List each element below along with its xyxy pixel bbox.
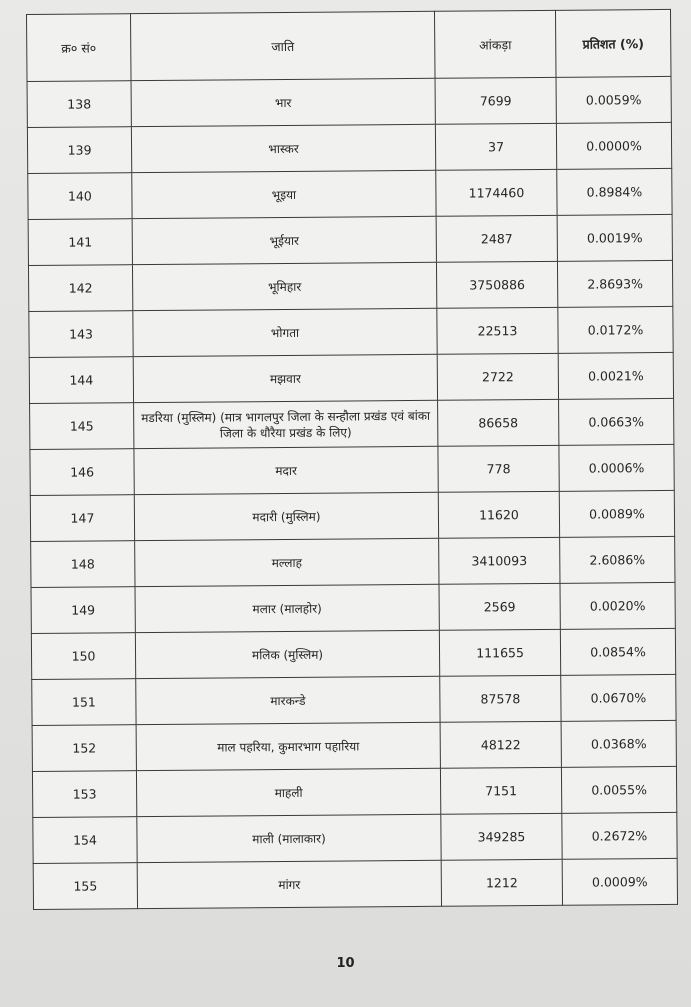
cell-percent: 2.6086% [560, 536, 675, 583]
caste-table-container [26, 9, 677, 912]
cell-caste: मल्लाह [135, 538, 439, 586]
cell-percent: 2.8693% [557, 260, 672, 307]
cell-serial: 153 [32, 771, 136, 818]
cell-count: 349285 [441, 813, 562, 860]
table-row [29, 306, 673, 357]
cell-caste: भूमिहार [132, 262, 436, 310]
cell-serial: 149 [31, 587, 135, 634]
cell-count: 1212 [441, 859, 562, 906]
cell-percent: 0.0663% [559, 398, 674, 445]
cell-count: 48122 [440, 721, 561, 768]
cell-percent: 0.0368% [561, 720, 676, 767]
cell-percent: 0.0009% [562, 858, 677, 905]
cell-count: 37 [435, 123, 556, 170]
cell-serial: 143 [29, 311, 133, 358]
cell-caste: भूईयार [132, 216, 436, 264]
table-body [27, 76, 677, 909]
cell-caste: मडरिया (मुस्लिम) (मात्र भागलपुर जिला के सन्हौला प्रखंड एवं बांका जिला के धौरैया प्रखंड के लिए) [134, 400, 438, 448]
cell-serial: 152 [32, 725, 136, 772]
cell-count: 1174460 [436, 169, 557, 216]
cell-caste: मारकन्डे [136, 676, 440, 724]
cell-serial: 150 [31, 633, 135, 680]
cell-percent: 0.0000% [556, 122, 671, 169]
table-row [31, 628, 675, 679]
cell-caste: माली (मालाकार) [137, 814, 441, 862]
page-number: 10 [336, 956, 355, 971]
table-row [32, 766, 676, 817]
cell-serial: 139 [27, 127, 131, 174]
cell-count: 7151 [440, 767, 561, 814]
cell-caste: मलार (मालहोर) [135, 584, 439, 632]
cell-percent: 0.0854% [560, 628, 675, 675]
cell-count: 11620 [438, 491, 559, 538]
table-row [30, 444, 674, 495]
cell-percent: 0.0020% [560, 582, 675, 629]
table-row [30, 398, 674, 449]
table-row [32, 674, 676, 725]
table-header-row [27, 9, 672, 81]
cell-caste: भास्कर [131, 124, 435, 172]
cell-percent: 0.0089% [559, 490, 674, 537]
table-row [27, 122, 671, 173]
cell-percent: 0.0172% [558, 306, 673, 353]
cell-serial: 151 [32, 679, 136, 726]
cell-serial: 146 [30, 449, 134, 496]
header-caste: जाति [131, 11, 436, 80]
cell-serial: 142 [28, 265, 132, 312]
cell-caste: मदारी (मुस्लिम) [134, 492, 438, 540]
cell-count: 2722 [437, 353, 558, 400]
cell-serial: 155 [33, 863, 137, 910]
cell-caste: माल पहरिया, कुमारभाग पहारिया [136, 722, 440, 770]
cell-serial: 147 [30, 495, 134, 542]
table-row [28, 214, 672, 265]
cell-count: 2569 [439, 583, 560, 630]
table-row [32, 720, 676, 771]
table-row [28, 168, 672, 219]
table-row [27, 76, 671, 127]
cell-count: 111655 [439, 629, 560, 676]
cell-count: 7699 [435, 77, 556, 124]
table-row [28, 260, 672, 311]
cell-count: 2487 [436, 215, 557, 262]
cell-caste: भार [131, 78, 435, 126]
cell-caste: भूइया [132, 170, 436, 218]
cell-serial: 145 [30, 403, 134, 450]
cell-serial: 144 [29, 357, 133, 404]
cell-percent: 0.0059% [556, 76, 671, 123]
cell-serial: 138 [27, 81, 131, 128]
cell-serial: 148 [31, 541, 135, 588]
cell-percent: 0.0055% [561, 766, 676, 813]
cell-percent: 0.0006% [559, 444, 674, 491]
cell-serial: 141 [28, 219, 132, 266]
cell-percent: 0.0019% [557, 214, 672, 261]
cell-caste: मदार [134, 446, 438, 494]
cell-caste: भोगता [133, 308, 437, 356]
table-row [31, 582, 675, 633]
cell-serial: 140 [28, 173, 132, 220]
cell-caste: मांगर [137, 860, 441, 908]
cell-count: 3410093 [439, 537, 560, 584]
header-count: आंकड़ा [434, 10, 556, 78]
table-row [29, 352, 673, 403]
table-row [33, 812, 677, 863]
cell-caste: मलिक (मुस्लिम) [135, 630, 439, 678]
table-row [30, 490, 674, 541]
cell-serial: 154 [33, 817, 137, 864]
cell-count: 778 [438, 445, 559, 492]
caste-table [26, 9, 678, 910]
cell-percent: 0.0021% [558, 352, 673, 399]
cell-percent: 0.8984% [557, 168, 672, 215]
table-row [31, 536, 675, 587]
cell-count: 3750886 [436, 261, 557, 308]
cell-count: 86658 [438, 399, 559, 446]
cell-caste: माहली [136, 768, 440, 816]
cell-count: 87578 [440, 675, 561, 722]
cell-percent: 0.0670% [561, 674, 676, 721]
header-serial: क्र० सं० [27, 14, 132, 82]
table-row [33, 858, 677, 909]
cell-count: 22513 [437, 307, 558, 354]
header-percent: प्रतिशत (%) [555, 9, 671, 77]
cell-percent: 0.2672% [562, 812, 677, 859]
cell-caste: मझवार [133, 354, 437, 402]
